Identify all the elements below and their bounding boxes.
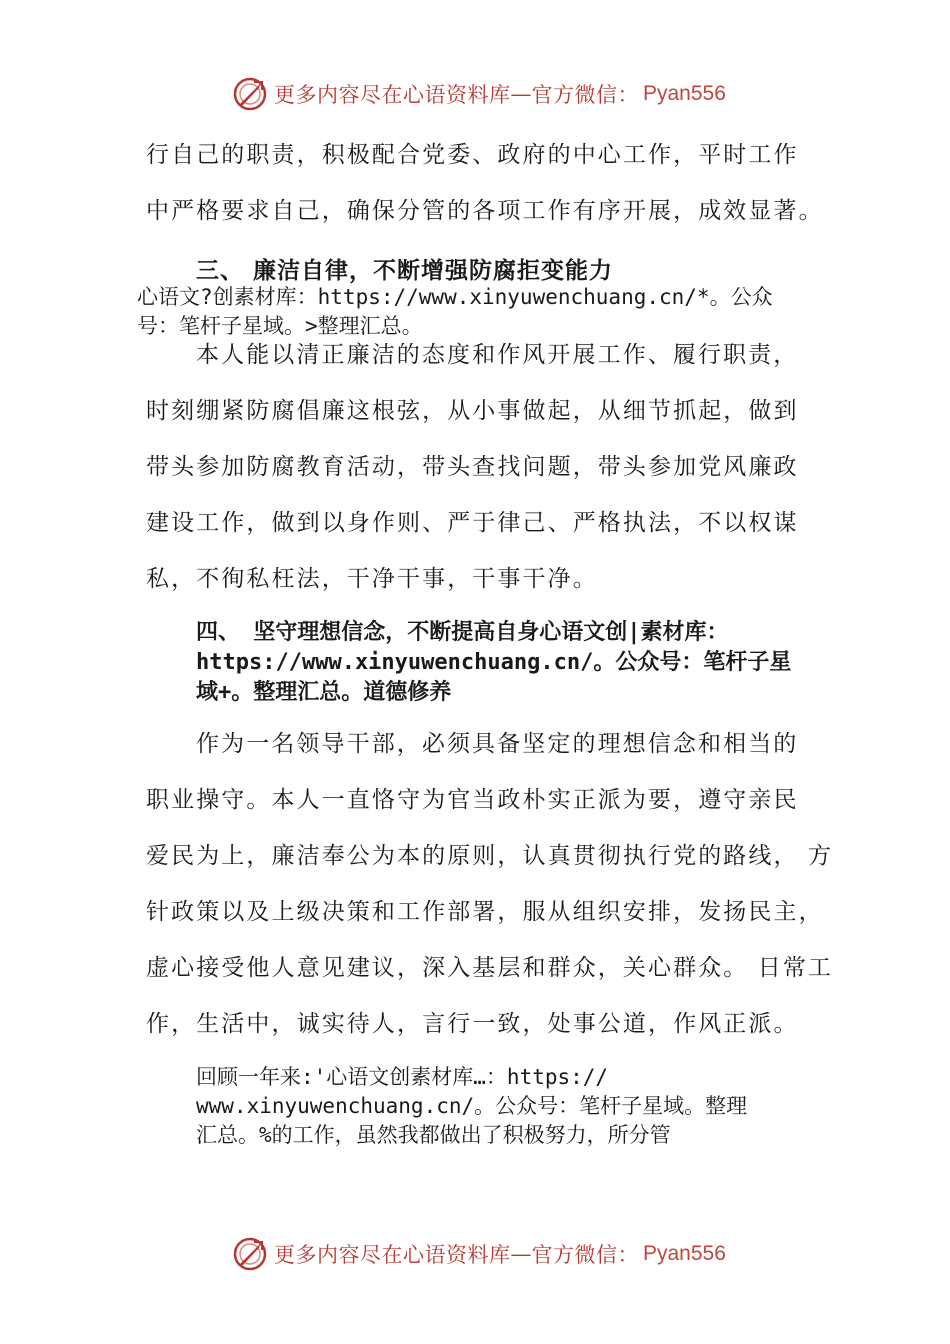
logo-icon <box>232 76 268 112</box>
paragraph-integrity <box>146 327 816 607</box>
text-line: 虚心接受他人意见建议，深入基层和群众，关心群众。 日常工 <box>146 955 834 981</box>
text-line: 本人能以清正廉洁的态度和作风开展工作、履行职责， <box>196 342 799 368</box>
footer-banner <box>232 1234 726 1274</box>
text-line: 职业操守。本人一直恪守为官当政朴实正派为要，遵守亲民 <box>146 787 799 813</box>
paragraph-duties <box>146 127 824 239</box>
banner-separator: — <box>510 82 532 106</box>
text-line: 针政策以及上级决策和工作部署，服从组织安排，发扬民主， <box>146 899 824 925</box>
paragraph-ideals <box>146 716 834 1052</box>
section-heading-4 <box>196 618 791 708</box>
banner-text: 更多内容尽在心语资料库 <box>274 1243 511 1267</box>
text-line: 时刻绷紧防腐倡廉这根弦，从小事做起，从细节抓起，做到 <box>146 398 799 424</box>
text-line: 爱民为上，廉洁奉公为本的原则，认真贯彻执行党的路线， 方 <box>146 843 834 869</box>
text-line: 行自己的职责，积极配合党委、政府的中心工作，平时工作 <box>146 142 799 168</box>
banner-handle: Pyan556 <box>643 1242 726 1265</box>
heading-line: 四、 坚守理想信念，不断提高自身心语文创|素材库： <box>196 620 729 645</box>
heading-line: https://www.xinyuwenchuang.cn/。公众号：笔杆子星 <box>196 650 792 675</box>
banner-separator: — <box>510 1242 532 1266</box>
logo-icon <box>232 1236 268 1272</box>
text-line: 作为一名领导干部，必须具备坚定的理想信念和相当的 <box>196 731 799 757</box>
text-line: 号：笔杆子星域。>整理汇总。 <box>137 314 423 338</box>
banner-text: 更多内容尽在心语资料库 <box>274 83 511 107</box>
text-line: www.xinyuwenchuang.cn/。公众号：笔杆子星域。整理 <box>196 1094 748 1118</box>
banner-label: 官方微信： <box>531 83 639 107</box>
header-banner <box>232 74 726 114</box>
text-line: 建设工作，做到以身作则、严于律己、严格执法，不以权谋 <box>146 510 799 536</box>
text-line: 汇总。%的工作，虽然我都做出了积极努力，所分管 <box>196 1123 671 1147</box>
inserted-review-note <box>196 1063 747 1150</box>
banner-handle: Pyan556 <box>643 82 726 105</box>
text-line: 回顾一年来:'心语文创素材库…：https:// <box>196 1065 609 1089</box>
heading-line: 域+。整理汇总。道德修养 <box>196 680 452 705</box>
text-line: 作，生活中，诚实待人，言行一致，处事公道，作风正派。 <box>146 1011 799 1037</box>
section-heading-3: 三、 廉洁自律，不断增强防腐拒变能力 <box>196 257 614 284</box>
text-line: 心语文?创素材库：https://www.xinyuwenchuang.cn/*。公众 <box>137 285 773 309</box>
banner-label: 官方微信： <box>531 1243 639 1267</box>
text-line: 中严格要求自己，确保分管的各项工作有序开展，成效显著。 <box>146 198 824 224</box>
text-line: 带头参加防腐教育活动，带头查找问题，带头参加党风廉政 <box>146 454 799 480</box>
text-line: 私，不徇私枉法，干净干事，干事干净。 <box>146 566 598 592</box>
